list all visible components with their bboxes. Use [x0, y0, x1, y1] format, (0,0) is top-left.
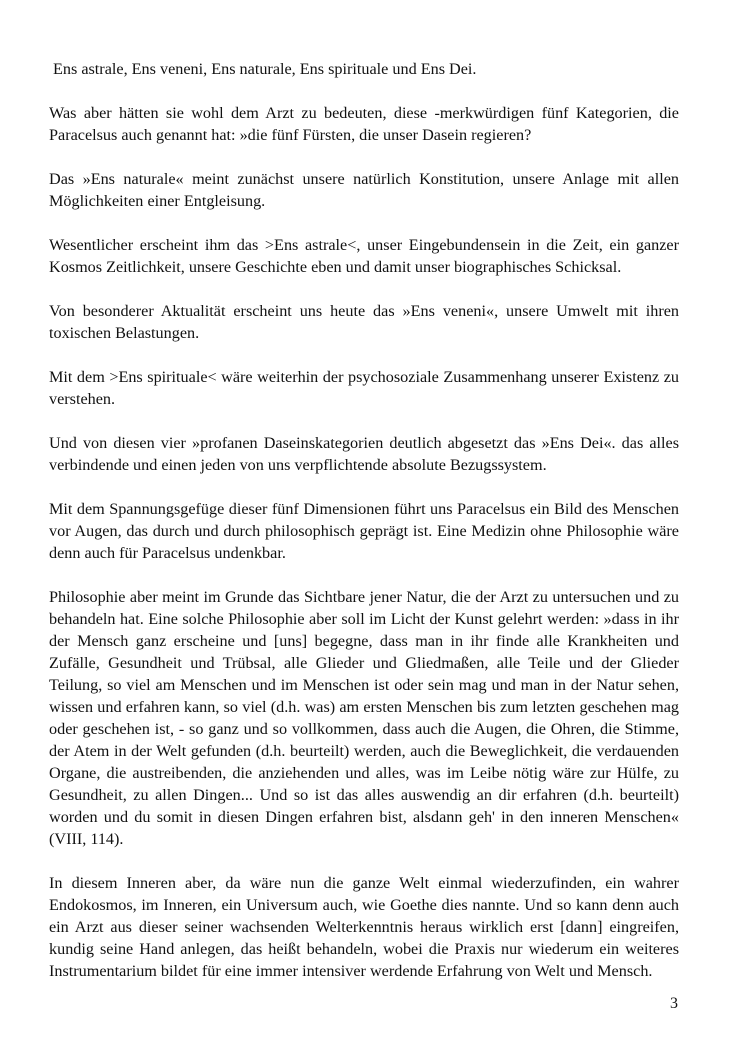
paragraph-ens-naturale: Das »Ens naturale« meint zunächst unsere natürlich Konstitution, unsere Anlage mit allen Möglichkeiten einer Entgleisung.: [49, 170, 679, 210]
paragraph-ens-spirituale: Mit dem >Ens spirituale< wäre weiterhin der psychosoziale Zusammenhang unserer Existenz zu verstehen.: [49, 368, 679, 408]
paragraph-five-categories: Was aber hätten sie wohl dem Arzt zu bedeuten, diese -merkwürdigen fünf Kategorien, die Paracelsus auch genannt hat: »die fünf Fürsten, die unser Dasein regieren?: [49, 104, 679, 144]
paragraph-philosophy-medicine: Mit dem Spannungsgefüge dieser fünf Dimensionen führt uns Paracelsus ein Bild des Menschen vor Augen, das durch und durch philosophisch geprägt ist. Eine Medizin ohne Philosophie wäre denn auch für Paracelsus undenkbar.: [49, 500, 679, 562]
document-page: [49, 58, 679, 1004]
paragraph-ens-astrale: Wesentlicher erscheint ihm das >Ens astrale<, unser Eingebundensein in die Zeit, ein ganzer Kosmos Zeitlichkeit, unsere Geschichte eben und damit unser biographisches Schicksal.: [49, 236, 679, 276]
paragraph-ens-veneni: Von besonderer Aktualität erscheint uns heute das »Ens veneni«, unsere Umwelt mit ihren toxischen Belastungen.: [49, 302, 679, 342]
paragraph-endokosmos: In diesem Inneren aber, da wäre nun die ganze Welt einmal wiederzufinden, ein wahrer Endokosmos, im Inneren, ein Universum auch, wie Goethe dies nannte. Und so kann denn auch ein Arzt aus dieser seiner wachsenden Welterkenntnis heraus wirklich erst [dann] eingreifen, kundig seine Hand anlegen, das heißt behandeln, wobei die Praxis nur wiederum ein weiteres Instrumentarium bildet für eine immer intensiver werdende Erfahrung von Welt und Mensch.: [49, 874, 679, 980]
paragraph-philosophy-quote: Philosophie aber meint im Grunde das Sichtbare jener Natur, die der Arzt zu untersuchen und zu behandeln hat. Eine solche Philosophie aber soll im Licht der Kunst gelehrt werden: »dass in ihr der Mensch ganz erscheine und [uns] begegne, dass man in ihr finde alle Krankheiten und Zufälle, Gesundheit und Trübsal, alle Glieder und Gliedmaßen, alle Teile und der Glieder Teilung, so viel am Menschen und im Menschen ist oder sein mag und man in der Natur sehen, wissen und erfahren kann, so viel (d.h. was) am ersten Menschen bis zum letzten geschehen mag oder geschehen ist, - so ganz und so vollkommen, dass auch die Augen, die Ohren, die Stimme, der Atem in der Welt gefunden (d.h. beurteilt) werden, auch die Beweglichkeit, die verdauenden Organe, die austreibenden, die anziehenden und alles, was im Leibe nötig wäre zur Hülfe, zu Gesundheit, zu allen Dingen... Und so ist das alles auswendig an dir erfahren (d.h. beurteilt) worden und du somit in diesen Dingen erfahren bist, alsdann geh' in den inneren Menschen« (VIII, 114).: [49, 588, 679, 848]
paragraph-ens-list: Ens astrale, Ens veneni, Ens naturale, Ens spirituale und Ens Dei.: [53, 60, 477, 78]
paragraph-ens-dei: Und von diesen vier »profanen Daseinskategorien deutlich abgesetzt das »Ens Dei«. das alles verbindende und einen jeden von uns verpflichtende absolute Bezugssystem.: [49, 434, 679, 474]
page-number: 3: [670, 995, 678, 1012]
